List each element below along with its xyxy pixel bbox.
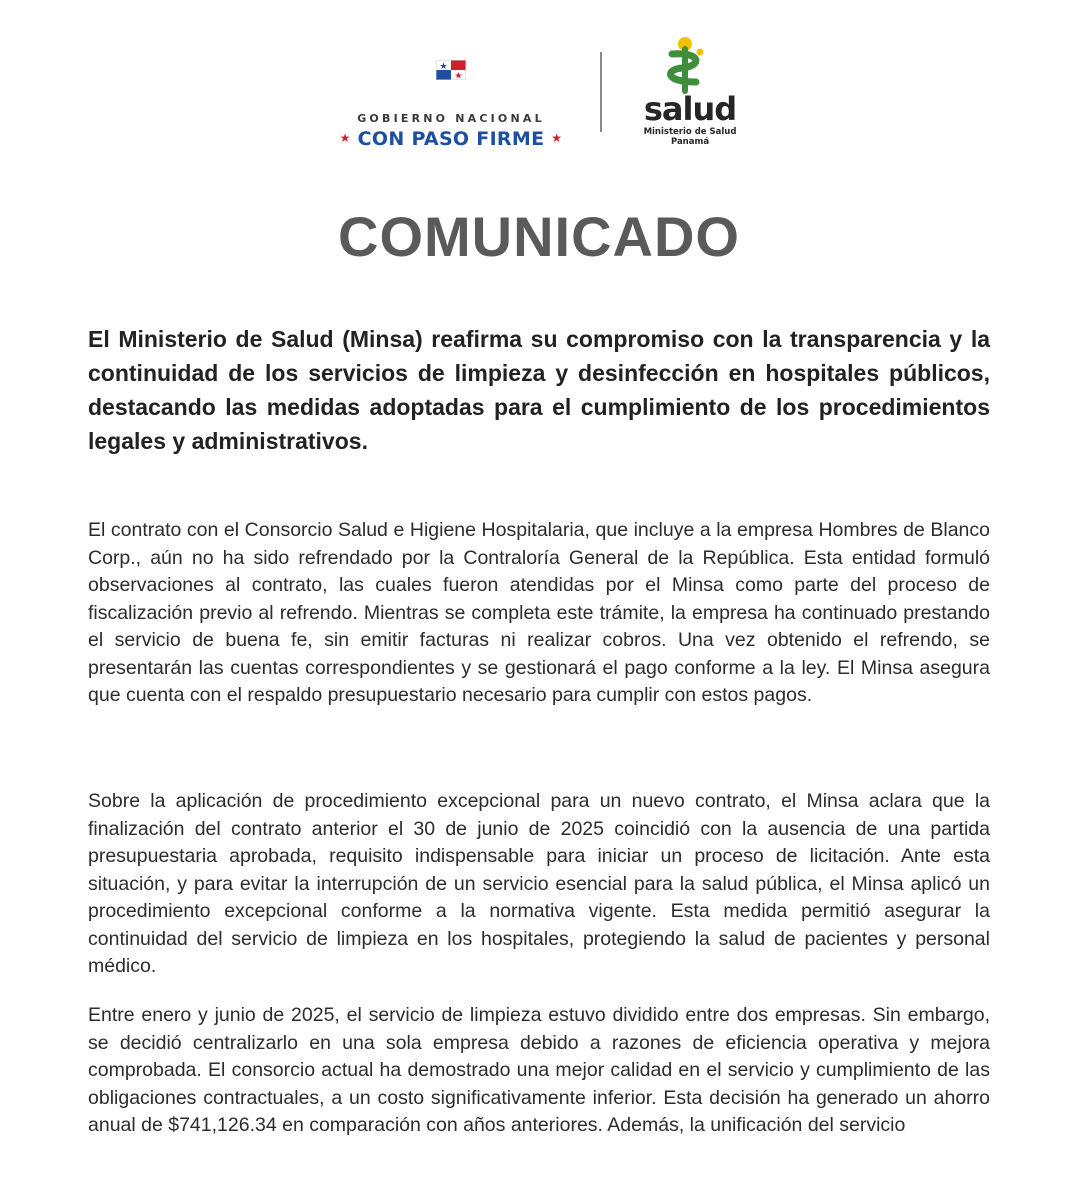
gobierno-nacional-logo — [326, 58, 576, 148]
body-paragraph-3: Entre enero y junio de 2025, el servicio de limpieza estuvo dividido entre dos empresas. Sin embargo, se decidió centralizarlo en una sola empresa debido a razones de eficiencia operativa y mejora comprobada. El consorcio actual ha demostrado una mejor calidad en el servicio y cumplimiento de las obligaciones contractuales, a un costo significativamente inferior. Esta decisión ha generado un ahorro anual de $741,126.34 en comparación con años anteriores. Además, la unificación del servicio — [88, 1004, 990, 1136]
gov-line1: GOBIERNO NACIONAL — [357, 112, 545, 125]
panama-flag-icon — [436, 60, 466, 80]
header — [0, 28, 1078, 148]
salud-wordmark: salud — [643, 90, 737, 128]
body-paragraph-2: Sobre la aplicación de procedimiento excepcional para un nuevo contrato, el Minsa aclara que la finalización del contrato anterior el 30 de junio de 2025 coincidió con la ausencia de una partida presupuestaria aprobada, requisito indispensable para iniciar un proceso de licitación. Ante esta situación, y para evitar la interrupción de un servicio esencial para la salud pública, el Minsa aplicó un procedimiento excepcional conforme a la normativa vigente. Esta medida permitió asegurar la continuidad del servicio de limpieza en los hospitales, protegiendo la salud de pacientes y personal médico. — [88, 790, 990, 977]
ministry-name: Ministerio de Salud — [643, 127, 737, 137]
logo-divider — [600, 52, 602, 132]
ministry-country: Panamá — [670, 137, 710, 147]
star-icon: ★ — [551, 131, 563, 145]
gov-slogan: CON PASO FIRME — [357, 128, 545, 150]
gov-line2 — [326, 128, 576, 150]
star-icon: ★ — [339, 131, 351, 145]
lead-paragraph: El Ministerio de Salud (Minsa) reafirma su compromiso con la transparencia y la continuidad de los servicios de limpieza y desinfección en hospitales públicos, destacando las medidas adoptadas para el cumplimiento de los procedimientos legales y administrativos. — [88, 326, 990, 454]
document-title: COMUNICADO — [338, 205, 740, 268]
body-paragraph-1: El contrato con el Consorcio Salud e Higiene Hospitalaria, que incluye a la empresa Hombres de Blanco Corp., aún no ha sido refrendado por la Contraloría General de la República. Esta entidad formuló observaciones al contrato, las cuales fueron atendidas por el Minsa como parte del proceso de fiscalización previo al refrendo. Mientras se completa este trámite, la empresa ha continuado prestando el servicio de buena fe, sin emitir facturas ni realizar cobros. Una vez obtenido el refrendo, se presentarán las cuentas correspondientes y se gestionará el pago conforme a la ley. El Minsa asegura que cuenta con el respaldo presupuestario necesario para cumplir con estos pagos. — [88, 519, 990, 706]
